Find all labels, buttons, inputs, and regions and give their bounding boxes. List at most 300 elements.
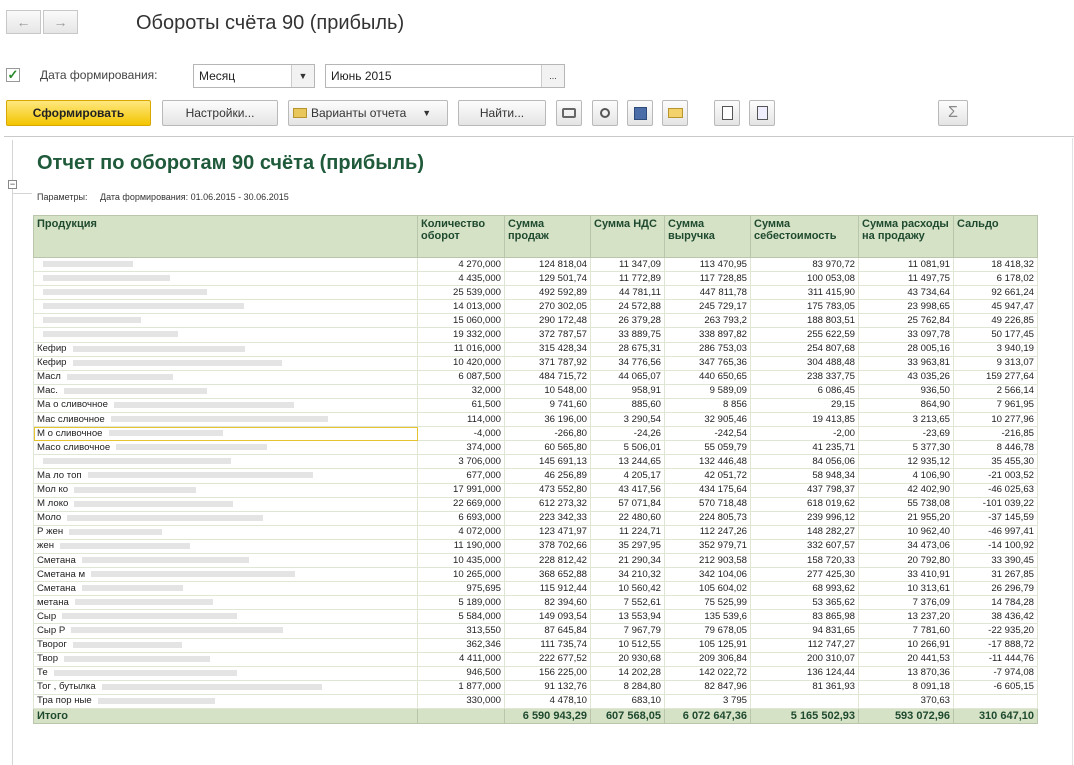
value-cell[interactable]: 7 376,09: [859, 596, 954, 610]
value-cell[interactable]: 29,15: [751, 398, 859, 412]
settings-button[interactable]: Настройки...: [162, 100, 278, 126]
total-value-cell[interactable]: 5 165 502,93: [751, 709, 859, 724]
value-cell[interactable]: 148 282,27: [751, 525, 859, 539]
value-cell[interactable]: 129 501,74: [505, 272, 591, 286]
value-cell[interactable]: -23,69: [859, 427, 954, 441]
value-cell[interactable]: 32,000: [418, 384, 505, 398]
value-cell[interactable]: 43 035,26: [859, 370, 954, 384]
value-cell[interactable]: 159 277,64: [954, 370, 1038, 384]
product-name-cell[interactable]: [34, 469, 418, 483]
value-cell[interactable]: 53 365,62: [751, 596, 859, 610]
table-row[interactable]: [34, 398, 1038, 412]
product-name-cell[interactable]: [34, 328, 418, 342]
value-cell[interactable]: 238 337,75: [751, 370, 859, 384]
value-cell[interactable]: 277 425,30: [751, 568, 859, 582]
value-cell[interactable]: 149 093,54: [505, 610, 591, 624]
print-button[interactable]: [556, 100, 582, 126]
value-cell[interactable]: -101 039,22: [954, 497, 1038, 511]
value-cell[interactable]: 4 435,000: [418, 272, 505, 286]
value-cell[interactable]: 10 435,000: [418, 553, 505, 567]
total-row[interactable]: [34, 709, 1038, 724]
product-name-cell[interactable]: [34, 553, 418, 567]
value-cell[interactable]: -2,00: [751, 427, 859, 441]
value-cell[interactable]: 45 947,47: [954, 300, 1038, 314]
table-row[interactable]: [34, 413, 1038, 427]
value-cell[interactable]: 975,695: [418, 582, 505, 596]
save-button[interactable]: [627, 100, 653, 126]
value-cell[interactable]: 10 266,91: [859, 638, 954, 652]
value-cell[interactable]: 60 565,80: [505, 441, 591, 455]
table-row[interactable]: [34, 272, 1038, 286]
table-row[interactable]: [34, 568, 1038, 582]
email-button[interactable]: [662, 100, 688, 126]
value-cell[interactable]: 7 967,79: [591, 624, 665, 638]
value-cell[interactable]: 105 125,91: [665, 638, 751, 652]
value-cell[interactable]: 11 190,000: [418, 539, 505, 553]
value-cell[interactable]: 10 548,00: [505, 384, 591, 398]
value-cell[interactable]: 10 277,96: [954, 413, 1038, 427]
value-cell[interactable]: 10 420,000: [418, 356, 505, 370]
value-cell[interactable]: 42 402,90: [859, 483, 954, 497]
total-value-cell[interactable]: [418, 709, 505, 724]
value-cell[interactable]: 6 087,500: [418, 370, 505, 384]
product-name-cell[interactable]: [34, 525, 418, 539]
value-cell[interactable]: 22 480,60: [591, 511, 665, 525]
value-cell[interactable]: 20 792,80: [859, 553, 954, 567]
product-name-cell[interactable]: [34, 258, 418, 272]
table-row[interactable]: [34, 469, 1038, 483]
value-cell[interactable]: 332 607,57: [751, 539, 859, 553]
product-name-cell[interactable]: [34, 539, 418, 553]
value-cell[interactable]: 946,500: [418, 666, 505, 680]
value-cell[interactable]: 11 224,71: [591, 525, 665, 539]
value-cell[interactable]: -7 974,08: [954, 666, 1038, 680]
value-cell[interactable]: 87 645,84: [505, 624, 591, 638]
back-button[interactable]: [6, 10, 41, 34]
value-cell[interactable]: 311 415,90: [751, 286, 859, 300]
value-cell[interactable]: 5 584,000: [418, 610, 505, 624]
value-cell[interactable]: 270 302,05: [505, 300, 591, 314]
value-cell[interactable]: 28 675,31: [591, 342, 665, 356]
value-cell[interactable]: 43 734,64: [859, 286, 954, 300]
value-cell[interactable]: 105 604,02: [665, 582, 751, 596]
value-cell[interactable]: 35 455,30: [954, 455, 1038, 469]
value-cell[interactable]: 25 762,84: [859, 314, 954, 328]
value-cell[interactable]: 372 787,57: [505, 328, 591, 342]
collapse-toggle[interactable]: −: [9, 179, 16, 189]
value-cell[interactable]: 677,000: [418, 469, 505, 483]
value-cell[interactable]: 9 741,60: [505, 398, 591, 412]
table-row[interactable]: [34, 525, 1038, 539]
value-cell[interactable]: -17 888,72: [954, 638, 1038, 652]
product-name-cell[interactable]: [34, 568, 418, 582]
value-cell[interactable]: 14 013,000: [418, 300, 505, 314]
value-cell[interactable]: 958,91: [591, 384, 665, 398]
value-cell[interactable]: 6 178,02: [954, 272, 1038, 286]
value-cell[interactable]: 19 332,000: [418, 328, 505, 342]
value-cell[interactable]: 33 097,78: [859, 328, 954, 342]
table-row[interactable]: [34, 539, 1038, 553]
table-row[interactable]: [34, 356, 1038, 370]
value-cell[interactable]: 83 865,98: [751, 610, 859, 624]
product-name-cell[interactable]: [34, 610, 418, 624]
product-name-cell[interactable]: [34, 511, 418, 525]
total-value-cell[interactable]: 6 072 647,36: [665, 709, 751, 724]
value-cell[interactable]: 245 729,17: [665, 300, 751, 314]
value-cell[interactable]: 368 652,88: [505, 568, 591, 582]
value-cell[interactable]: 864,90: [859, 398, 954, 412]
value-cell[interactable]: 440 650,65: [665, 370, 751, 384]
value-cell[interactable]: 132 446,48: [665, 455, 751, 469]
table-row[interactable]: [34, 624, 1038, 638]
value-cell[interactable]: 209 306,84: [665, 652, 751, 666]
value-cell[interactable]: 683,10: [591, 694, 665, 708]
value-cell[interactable]: 28 005,16: [859, 342, 954, 356]
value-cell[interactable]: -22 935,20: [954, 624, 1038, 638]
value-cell[interactable]: 885,60: [591, 398, 665, 412]
value-cell[interactable]: 228 812,42: [505, 553, 591, 567]
table-row[interactable]: [34, 258, 1038, 272]
value-cell[interactable]: -21 003,52: [954, 469, 1038, 483]
table-row[interactable]: [34, 596, 1038, 610]
value-cell[interactable]: 1 877,000: [418, 680, 505, 694]
value-cell[interactable]: 38 436,42: [954, 610, 1038, 624]
value-cell[interactable]: 8 856: [665, 398, 751, 412]
value-cell[interactable]: 41 235,71: [751, 441, 859, 455]
value-cell[interactable]: 212 903,58: [665, 553, 751, 567]
table-row[interactable]: [34, 370, 1038, 384]
table-row[interactable]: [34, 342, 1038, 356]
value-cell[interactable]: 43 417,56: [591, 483, 665, 497]
value-cell[interactable]: 9 589,09: [665, 384, 751, 398]
value-cell[interactable]: 338 897,82: [665, 328, 751, 342]
value-cell[interactable]: 374,000: [418, 441, 505, 455]
value-cell[interactable]: 31 267,85: [954, 568, 1038, 582]
value-cell[interactable]: 8 446,78: [954, 441, 1038, 455]
value-cell[interactable]: 188 803,51: [751, 314, 859, 328]
value-cell[interactable]: 112 247,26: [665, 525, 751, 539]
value-cell[interactable]: 7 961,95: [954, 398, 1038, 412]
chevron-down-icon[interactable]: ▼: [291, 65, 314, 87]
value-cell[interactable]: 4 072,000: [418, 525, 505, 539]
value-cell[interactable]: 473 552,80: [505, 483, 591, 497]
value-cell[interactable]: 8 091,18: [859, 680, 954, 694]
value-cell[interactable]: 10 560,42: [591, 582, 665, 596]
value-cell[interactable]: 222 677,52: [505, 652, 591, 666]
product-name-cell[interactable]: [34, 680, 418, 694]
table-row[interactable]: [34, 553, 1038, 567]
value-cell[interactable]: 123 471,97: [505, 525, 591, 539]
product-name-cell[interactable]: [34, 596, 418, 610]
table-row[interactable]: [34, 652, 1038, 666]
value-cell[interactable]: 378 702,66: [505, 539, 591, 553]
value-cell[interactable]: 4 106,90: [859, 469, 954, 483]
value-cell[interactable]: 21 955,20: [859, 511, 954, 525]
value-cell[interactable]: 313,550: [418, 624, 505, 638]
value-cell[interactable]: 13 244,65: [591, 455, 665, 469]
value-cell[interactable]: 114,000: [418, 413, 505, 427]
value-cell[interactable]: 570 718,48: [665, 497, 751, 511]
total-value-cell[interactable]: 593 072,96: [859, 709, 954, 724]
value-cell[interactable]: 286 753,03: [665, 342, 751, 356]
date-checkbox[interactable]: ✓: [7, 67, 19, 82]
product-name-cell[interactable]: [34, 286, 418, 300]
value-cell[interactable]: 11 016,000: [418, 342, 505, 356]
value-cell[interactable]: 156 225,00: [505, 666, 591, 680]
value-cell[interactable]: 10 313,61: [859, 582, 954, 596]
product-name-cell[interactable]: [34, 455, 418, 469]
product-name-cell[interactable]: [34, 427, 418, 441]
value-cell[interactable]: 33 410,91: [859, 568, 954, 582]
product-name-cell[interactable]: [34, 638, 418, 652]
product-name-cell[interactable]: [34, 624, 418, 638]
table-row[interactable]: [34, 610, 1038, 624]
value-cell[interactable]: 618 019,62: [751, 497, 859, 511]
value-cell[interactable]: 42 051,72: [665, 469, 751, 483]
value-cell[interactable]: 12 935,12: [859, 455, 954, 469]
value-cell[interactable]: 5 506,01: [591, 441, 665, 455]
table-row[interactable]: [34, 497, 1038, 511]
value-cell[interactable]: 57 071,84: [591, 497, 665, 511]
value-cell[interactable]: 352 979,71: [665, 539, 751, 553]
value-cell[interactable]: 68 993,62: [751, 582, 859, 596]
table-row[interactable]: [34, 483, 1038, 497]
product-name-cell[interactable]: [34, 483, 418, 497]
value-cell[interactable]: -6 605,15: [954, 680, 1038, 694]
value-cell[interactable]: 4 411,000: [418, 652, 505, 666]
value-cell[interactable]: 14 202,28: [591, 666, 665, 680]
product-name-cell[interactable]: [34, 582, 418, 596]
product-name-cell[interactable]: [34, 441, 418, 455]
total-value-cell[interactable]: 607 568,05: [591, 709, 665, 724]
value-cell[interactable]: 224 805,73: [665, 511, 751, 525]
value-cell[interactable]: 113 470,95: [665, 258, 751, 272]
value-cell[interactable]: 263 793,2: [665, 314, 751, 328]
value-cell[interactable]: 50 177,45: [954, 328, 1038, 342]
value-cell[interactable]: 61,500: [418, 398, 505, 412]
value-cell[interactable]: 91 132,76: [505, 680, 591, 694]
value-cell[interactable]: 3 213,65: [859, 413, 954, 427]
ellipsis-button[interactable]: ...: [541, 65, 564, 87]
value-cell[interactable]: 7 552,61: [591, 596, 665, 610]
value-cell[interactable]: 9 313,07: [954, 356, 1038, 370]
value-cell[interactable]: -37 145,59: [954, 511, 1038, 525]
value-cell[interactable]: 13 553,94: [591, 610, 665, 624]
product-name-cell[interactable]: [34, 272, 418, 286]
value-cell[interactable]: 26 379,28: [591, 314, 665, 328]
forward-button[interactable]: [43, 10, 78, 34]
report-variants-button[interactable]: [288, 100, 448, 126]
value-cell[interactable]: 44 781,11: [591, 286, 665, 300]
product-name-cell[interactable]: [34, 300, 418, 314]
value-cell[interactable]: 46 256,89: [505, 469, 591, 483]
value-cell[interactable]: 6 086,45: [751, 384, 859, 398]
value-cell[interactable]: 84 056,06: [751, 455, 859, 469]
value-cell[interactable]: 111 735,74: [505, 638, 591, 652]
value-cell[interactable]: -14 100,92: [954, 539, 1038, 553]
value-cell[interactable]: 33 963,81: [859, 356, 954, 370]
value-cell[interactable]: 10 962,40: [859, 525, 954, 539]
copy-button[interactable]: [714, 100, 740, 126]
value-cell[interactable]: 124 818,04: [505, 258, 591, 272]
value-cell[interactable]: 239 996,12: [751, 511, 859, 525]
value-cell[interactable]: 23 998,65: [859, 300, 954, 314]
value-cell[interactable]: 4 205,17: [591, 469, 665, 483]
table-row[interactable]: [34, 666, 1038, 680]
value-cell[interactable]: 371 787,92: [505, 356, 591, 370]
value-cell[interactable]: 17 991,000: [418, 483, 505, 497]
value-cell[interactable]: 135 539,6: [665, 610, 751, 624]
value-cell[interactable]: 254 807,68: [751, 342, 859, 356]
value-cell[interactable]: 223 342,33: [505, 511, 591, 525]
value-cell[interactable]: -46 025,63: [954, 483, 1038, 497]
value-cell[interactable]: 3 706,000: [418, 455, 505, 469]
value-cell[interactable]: -216,85: [954, 427, 1038, 441]
product-name-cell[interactable]: [34, 652, 418, 666]
value-cell[interactable]: 370,63: [859, 694, 954, 708]
value-cell[interactable]: 55 738,08: [859, 497, 954, 511]
value-cell[interactable]: 20 441,53: [859, 652, 954, 666]
value-cell[interactable]: 92 661,24: [954, 286, 1038, 300]
value-cell[interactable]: 3 290,54: [591, 413, 665, 427]
value-cell[interactable]: 19 413,85: [751, 413, 859, 427]
value-cell[interactable]: 290 172,48: [505, 314, 591, 328]
value-cell[interactable]: 936,50: [859, 384, 954, 398]
value-cell[interactable]: 18 418,32: [954, 258, 1038, 272]
value-cell[interactable]: 330,000: [418, 694, 505, 708]
product-name-cell[interactable]: [34, 398, 418, 412]
table-row[interactable]: [34, 455, 1038, 469]
value-cell[interactable]: 342 104,06: [665, 568, 751, 582]
value-cell[interactable]: 82 394,60: [505, 596, 591, 610]
value-cell[interactable]: 142 022,72: [665, 666, 751, 680]
table-row[interactable]: [34, 427, 1038, 441]
table-row[interactable]: [34, 638, 1038, 652]
value-cell[interactable]: 24 572,88: [591, 300, 665, 314]
value-cell[interactable]: 347 765,36: [665, 356, 751, 370]
table-row[interactable]: [34, 441, 1038, 455]
preview-button[interactable]: [592, 100, 618, 126]
value-cell[interactable]: 112 747,27: [751, 638, 859, 652]
value-cell[interactable]: 4 270,000: [418, 258, 505, 272]
value-cell[interactable]: 447 811,78: [665, 286, 751, 300]
value-cell[interactable]: 8 284,80: [591, 680, 665, 694]
value-cell[interactable]: 36 196,00: [505, 413, 591, 427]
value-cell[interactable]: 7 781,60: [859, 624, 954, 638]
value-cell[interactable]: 20 930,68: [591, 652, 665, 666]
value-cell[interactable]: 304 488,48: [751, 356, 859, 370]
value-cell[interactable]: 15 060,000: [418, 314, 505, 328]
product-name-cell[interactable]: [34, 413, 418, 427]
value-cell[interactable]: -24,26: [591, 427, 665, 441]
value-cell[interactable]: 5 189,000: [418, 596, 505, 610]
total-value-cell[interactable]: 310 647,10: [954, 709, 1038, 724]
value-cell[interactable]: 75 525,99: [665, 596, 751, 610]
value-cell[interactable]: 3 940,19: [954, 342, 1038, 356]
value-cell[interactable]: [751, 694, 859, 708]
value-cell[interactable]: 10 265,000: [418, 568, 505, 582]
sum-button[interactable]: [938, 100, 968, 126]
product-name-cell[interactable]: [34, 314, 418, 328]
value-cell[interactable]: -242,54: [665, 427, 751, 441]
product-name-cell[interactable]: [34, 694, 418, 708]
product-name-cell[interactable]: [34, 342, 418, 356]
value-cell[interactable]: 13 870,36: [859, 666, 954, 680]
value-cell[interactable]: 44 065,07: [591, 370, 665, 384]
value-cell[interactable]: 26 296,79: [954, 582, 1038, 596]
generate-button[interactable]: Сформировать: [6, 100, 151, 126]
value-cell[interactable]: 484 715,72: [505, 370, 591, 384]
value-cell[interactable]: 117 728,85: [665, 272, 751, 286]
total-value-cell[interactable]: 6 590 943,29: [505, 709, 591, 724]
value-cell[interactable]: 612 273,32: [505, 497, 591, 511]
product-name-cell[interactable]: [34, 356, 418, 370]
value-cell[interactable]: 255 622,59: [751, 328, 859, 342]
value-cell[interactable]: 437 798,37: [751, 483, 859, 497]
value-cell[interactable]: 34 776,56: [591, 356, 665, 370]
value-cell[interactable]: 55 059,79: [665, 441, 751, 455]
value-cell[interactable]: 35 297,95: [591, 539, 665, 553]
value-cell[interactable]: -46 997,41: [954, 525, 1038, 539]
value-cell[interactable]: 58 948,34: [751, 469, 859, 483]
value-cell[interactable]: 94 831,65: [751, 624, 859, 638]
value-cell[interactable]: 11 497,75: [859, 272, 954, 286]
table-row[interactable]: [34, 511, 1038, 525]
value-cell[interactable]: [954, 694, 1038, 708]
product-name-cell[interactable]: [34, 497, 418, 511]
value-cell[interactable]: 83 970,72: [751, 258, 859, 272]
value-cell[interactable]: 115 912,44: [505, 582, 591, 596]
value-cell[interactable]: 79 678,05: [665, 624, 751, 638]
value-cell[interactable]: 492 592,89: [505, 286, 591, 300]
value-cell[interactable]: 33 390,45: [954, 553, 1038, 567]
value-cell[interactable]: 200 310,07: [751, 652, 859, 666]
table-row[interactable]: [34, 582, 1038, 596]
table-row[interactable]: [34, 694, 1038, 708]
table-row[interactable]: [34, 300, 1038, 314]
value-cell[interactable]: 3 795: [665, 694, 751, 708]
value-cell[interactable]: 315 428,34: [505, 342, 591, 356]
value-cell[interactable]: 175 783,05: [751, 300, 859, 314]
value-cell[interactable]: 32 905,46: [665, 413, 751, 427]
value-cell[interactable]: 22 669,000: [418, 497, 505, 511]
value-cell[interactable]: -11 444,76: [954, 652, 1038, 666]
value-cell[interactable]: 5 377,30: [859, 441, 954, 455]
value-cell[interactable]: 6 693,000: [418, 511, 505, 525]
value-cell[interactable]: 13 237,20: [859, 610, 954, 624]
value-cell[interactable]: 362,346: [418, 638, 505, 652]
value-cell[interactable]: -4,000: [418, 427, 505, 441]
value-cell[interactable]: 10 512,55: [591, 638, 665, 652]
value-cell[interactable]: 33 889,75: [591, 328, 665, 342]
paste-button[interactable]: [749, 100, 775, 126]
value-cell[interactable]: 11 347,09: [591, 258, 665, 272]
table-row[interactable]: [34, 384, 1038, 398]
table-row[interactable]: [34, 328, 1038, 342]
value-cell[interactable]: 145 691,13: [505, 455, 591, 469]
value-cell[interactable]: 21 290,34: [591, 553, 665, 567]
value-cell[interactable]: 34 473,06: [859, 539, 954, 553]
value-cell[interactable]: 2 566,14: [954, 384, 1038, 398]
value-cell[interactable]: 4 478,10: [505, 694, 591, 708]
value-cell[interactable]: 82 847,96: [665, 680, 751, 694]
table-row[interactable]: [34, 286, 1038, 300]
period-type-select[interactable]: [193, 64, 315, 88]
value-cell[interactable]: 11 081,91: [859, 258, 954, 272]
value-cell[interactable]: 434 175,64: [665, 483, 751, 497]
value-cell[interactable]: 49 226,85: [954, 314, 1038, 328]
product-name-cell[interactable]: [34, 370, 418, 384]
